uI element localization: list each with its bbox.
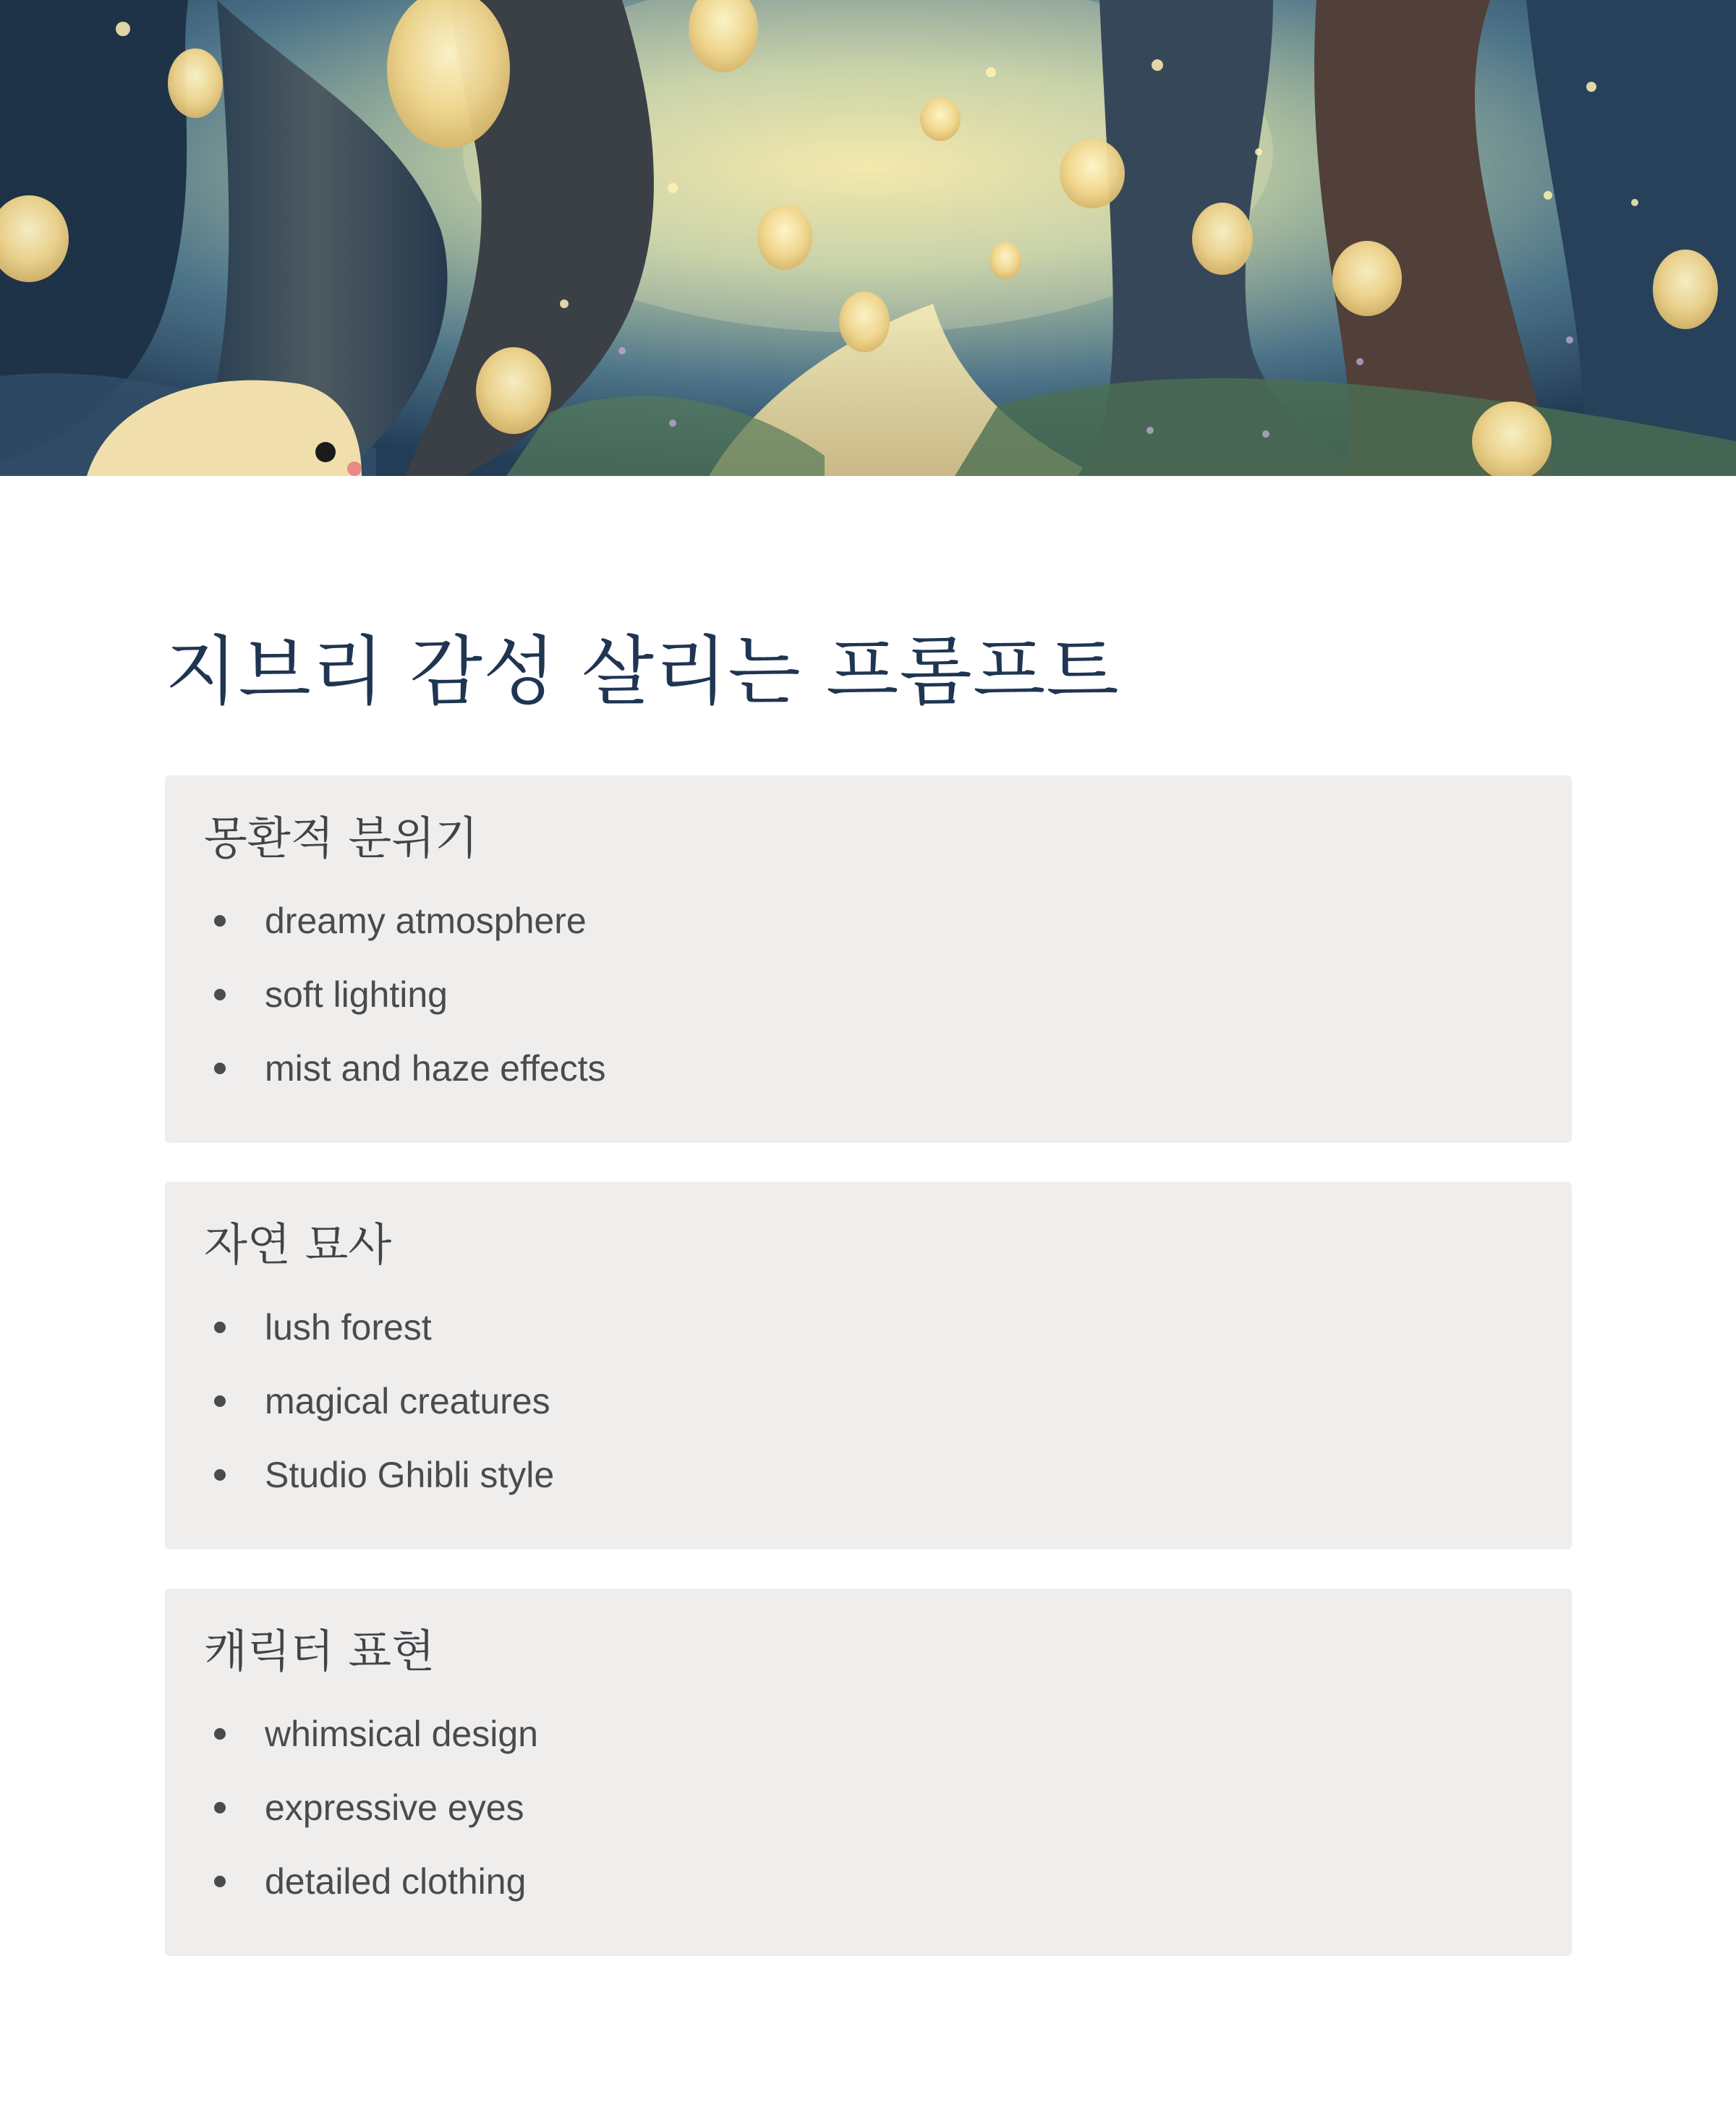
list-item — [204, 1845, 1533, 1918]
list-item-text: Studio Ghibli style — [265, 1454, 555, 1495]
section-title-character-expression: 캐릭터 표현 — [204, 1625, 435, 1677]
list-item — [204, 1032, 1533, 1105]
list-item — [204, 1290, 1533, 1364]
dreamy-atmosphere-list — [204, 884, 1533, 1105]
list-item-text: detailed clothing — [265, 1860, 527, 1902]
hero-banner-image — [0, 0, 1736, 476]
bullet-dot-icon — [214, 1063, 226, 1074]
list-item-text: whimsical design — [265, 1713, 538, 1754]
list-item-text: expressive eyes — [265, 1787, 524, 1828]
character-expression-section — [165, 1588, 1572, 1956]
list-item — [204, 1697, 1533, 1771]
nature-description-section — [165, 1182, 1572, 1549]
forest-spirits-illustration — [0, 0, 1736, 476]
bullet-dot-icon — [214, 1876, 226, 1887]
bullet-dot-icon — [214, 989, 226, 1000]
bullet-dot-icon — [214, 1469, 226, 1481]
character-expression-list — [204, 1697, 1533, 1918]
nature-description-list — [204, 1290, 1533, 1512]
section-title-nature-description: 자연 묘사 — [204, 1218, 392, 1271]
page-title: 지브리 감성 살리는 프롬프트 — [165, 627, 1120, 715]
bullet-dot-icon — [214, 1322, 226, 1333]
bullet-dot-icon — [214, 1802, 226, 1813]
list-item — [204, 958, 1533, 1032]
list-item-text: soft lighting — [265, 974, 448, 1015]
list-item — [204, 1364, 1533, 1438]
list-item-text: mist and haze effects — [265, 1047, 606, 1089]
list-item-text: dreamy atmosphere — [265, 900, 587, 941]
section-title-dreamy-atmosphere: 몽환적 분위기 — [204, 812, 479, 864]
list-item — [204, 884, 1533, 958]
list-item-text: magical creatures — [265, 1380, 550, 1421]
dreamy-atmosphere-section — [165, 775, 1572, 1143]
bullet-dot-icon — [214, 915, 226, 927]
list-item — [204, 1771, 1533, 1845]
list-item — [204, 1438, 1533, 1512]
bullet-dot-icon — [214, 1728, 226, 1740]
list-item-text: lush forest — [265, 1306, 432, 1348]
bullet-dot-icon — [214, 1395, 226, 1407]
